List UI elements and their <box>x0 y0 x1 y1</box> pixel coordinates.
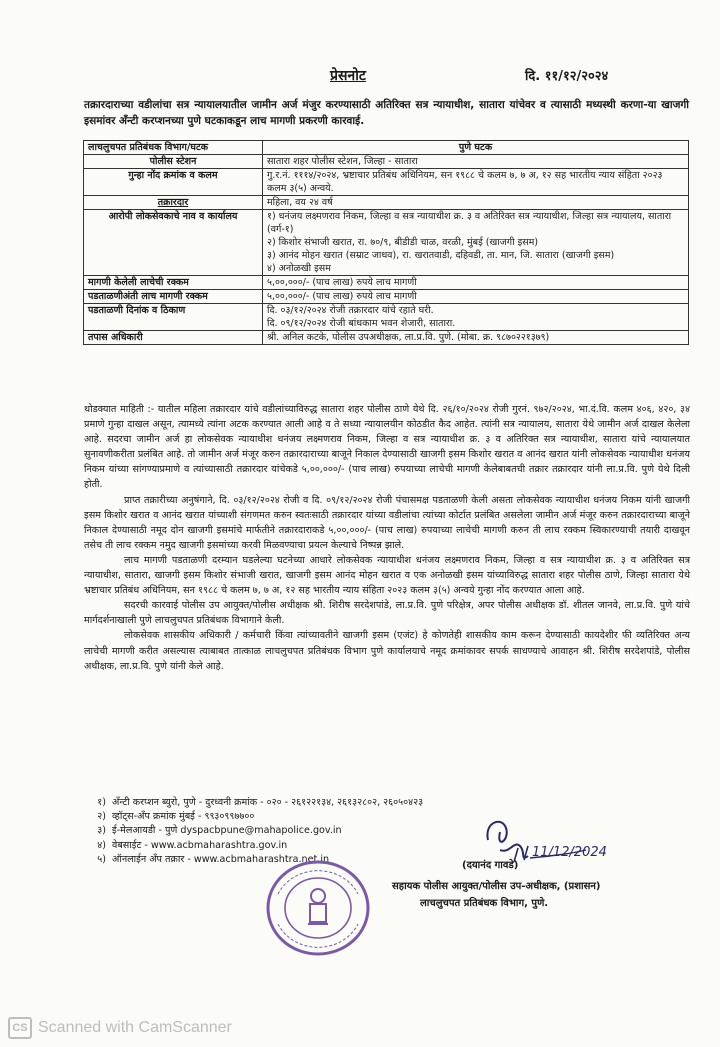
table-cell-value: गु.र.नं. १११४/२०२४, भ्रष्टाचार प्रतिबंध अधिनियम, सन १९८८ चे कलम ७, ७ अ, १२ सह भारतीय न्याय संहिता २०२३ कलम ३(५) अन्वये. <box>263 169 689 196</box>
table-row <box>84 155 689 169</box>
table-cell-label: गुन्हा नोंद क्रमांक व कलम <box>84 169 263 196</box>
guidance-paragraph: सदरची कारवाई पोलीस उप आयुक्त/पोलीस अधीक्षक श्री. शिरीष सरदेशपांडे, ला.प्र.वि. पुणे परिक्षेत्र, अपर पोलीस अधीक्षक डॉ. शीतल जानवे, ला.प्र.वि. पुणे यांचे मार्गदर्शनाखाली पुणे लाचलुचपत प्रतिबंधक विभागाने केली. <box>84 600 690 627</box>
table-cell-value: श्री. अनिल कटके, पोलीस उपअधीक्षक, ला.प्र.वि. पुणे. (मोबा. क्र. ९८७०२२१३७९) <box>263 331 689 345</box>
summary-paragraph: थोडक्यात माहिती :- यातील महिला तक्रारदार यांचे वडीलांच्याविरुद्ध सातारा शहर पोलीस ठाणे येथे दि. २६/१०/२०२४ रोजी गुरनं. ९७२/२०२४, भा.दं.वि. कलम ४०६, ४२०, ३४ प्रमाणे गुन्हा दाखल असून, त्यामध्ये त्यांना अटक करण्यात आली आहे व ते सध्या न्यायालयीन कोठडीत कैद आहेत. त्यांनी सत्र न्यायालय, सातारा येथे जामीन अर्ज दाखल केलेला आहे. सदरचा जामीन अर्ज हा लोकसेवक न्यायाधीश धनंजय लक्ष्मणराव निकम, जिल्हा व सत्र न्यायाधीश क्र. ३ व अतिरिक्त सत्र न्यायाधीश, सातारा यांचे न्यायालयात सुनावणीकरीता प्रलंबित आहे. तो जामीन अर्ज मंजूर करुन तक्रारदाराच्या बाजूने निकाल देण्यासाठी खाजगी इसम किशोर खरात व आनंद खरात यांनी लोकसेवक न्यायाधीश धनंजय निकम यांच्या सांगण्याप्रमाणे व त्यांच्यासाठी तक्रारदार यांचेकडे ५,००,०००/- (पाच लाख) रुपयाच्या लाचेची मागणी केलेबाबतची तक्रार तक्रारदार यांनी ला.प्र.वि. पुणे येथे दिली होती. <box>84 404 690 491</box>
table-cell-value: महिला, वय २४ वर्ष <box>263 196 689 210</box>
verification-paragraph: प्राप्त तक्रारीच्या अनुषंगाने, दि. ०३/१२/२०२४ रोजी व दि. ०९/१२/२०२४ रोजी पंचासमक्ष पडताळणी केली असता लोकसेवक न्यायाधीश धनंजय निकम यांनी खाजगी इसम किशोर खरात व आनंद खरात यांच्याशी संगणमत करुन स्वतःसाठी तक्रारदार यांच्या वडीलांचा त्यांच्या कोर्टात प्रलंबित असलेला जामीन अर्ज मंजूर करुन तक्रारदाराच्या बाजूने निकाल देण्यासाठी नमूद दोन खाजगी इसमांचे मार्फतीने तक्रारदाराकडे ५,००,०००/- (पाच लाख) रुपयाच्या लाचेची मागणी करुन ती लाच रक्कम स्विकारण्याची तयारी दाखवून तसेच ती लाच रक्कम नमुद खाजगी इसमांच्या करवी मिळवण्याचा प्रयत्न केल्याचे निष्पन्न झाले. <box>84 494 690 551</box>
table-cell-value <box>263 210 689 276</box>
appeal-paragraph: लोकसेवक शासकीय अधिकारी / कर्मचारी किंवा त्यांच्यावतीने खाजगी इसम (एजंट) हे कोणतेही शासकीय काम करून देण्यासाठी कायदेशीर फी व्यतिरिक्त अन्य लाचेची मागणी करीत असल्यास त्याबाबत तात्काळ लाचलुचपत प्रतिबंधक विभाग पुणे कार्यालयाचे नमूद क्रमांकावर सपर्क साधण्याचे आवाहन श्री. शिरीष सरदेशपांडे, पोलीस अधीक्षक, ला.प्र.वि. पुणे यांनी केले आहे. <box>84 630 690 672</box>
list-item: ३) आनंद मोहन खरात (सम्राट जाधव), रा. खरातवाडी, दहिवडी, ता. मान, जि. सातारा (खाजगी इसम) <box>267 250 615 261</box>
verification-line: दि. ०३/१२/२०२४ रोजी तक्रारदार यांचे रहाते घरी. <box>267 305 434 316</box>
signatory-designation: सहायक पोलीस आयुक्त/पोलीस उप-अधीक्षक, (प्रशासन) लाचलुचपत प्रतिबंधक विभाग, पुणे. <box>392 881 601 909</box>
press-note-date: दि. ११/१२/२०२४ <box>525 69 609 84</box>
table-cell-value <box>263 304 689 331</box>
case-registered-paragraph: लाच मागणी पडताळणी दरम्यान घडलेल्या घटनेच्या आधारे लोकसेवक न्यायाधीश धनंजय लक्ष्मणराव निकम, जिल्हा व सत्र न्यायाधीश क्र. ३ व अतिरिक्त सत्र न्यायाधीश, सातारा, खाजगी इसम किशोर संभाजी खरात, खाजगी इसम आनंद मोहन खरात व एक अनोळखी इसम यांच्याविरुद्ध सातारा शहर पोलीस ठाणे, जिल्हा सातारा येथे भ्रष्टाचार प्रतिबंध अधिनियम, सन १९८८ चे कलम ७, ७ अ, १२ सह भारतीय न्याय संहिता २०२३ कलम ३(५) अन्वये गुन्हा नोंद करण्यात आला आहे. <box>84 554 690 597</box>
list-item: १) अँन्टी करप्शन ब्युरो, पुणे - दुरध्वनी क्रमांक - ०२० - २६१२२१३४, २६१३२८०२, २६०५०४२३ <box>97 797 424 808</box>
camscanner-watermark <box>8 1017 232 1039</box>
table-cell-label: आरोपी लोकसेवकाचे नाव व कार्यालय <box>84 210 263 276</box>
table-row <box>84 304 689 331</box>
press-note-body <box>84 402 690 674</box>
table-row <box>84 331 689 345</box>
list-item: ४) वेबसाईट - www.acbmaharashtra.gov.in <box>97 839 288 851</box>
table-row <box>84 196 689 210</box>
table-row <box>84 141 689 155</box>
table-row <box>84 169 689 196</box>
table-row <box>84 290 689 304</box>
table-cell-label: पोलीस स्टेशन <box>84 155 263 169</box>
table-cell-label: पडताळणीअंती लाच मागणी रक्कम <box>84 290 263 304</box>
table-cell-label: मागणी केलेली लाचेची रक्कम <box>84 276 263 290</box>
list-item: २) व्हॉट्स-अँप क्रमांक मुंबई - ९९३०९९७७०० <box>97 811 255 823</box>
table-cell-label: तपास अधिकारी <box>84 331 263 345</box>
list-item: ५) ऑनलाईन अँप तक्रार - www.acbmaharashtra.net.in <box>97 853 330 865</box>
list-item: २) किशोर संभाजी खरात, रा. ७०/९, बीडीडी चाळ, वरळी, मुंबई (खाजगी इसम) <box>267 237 539 248</box>
case-details-table <box>83 140 689 345</box>
table-cell-value: ५,००,०००/- (पाच लाख) रुपये लाच मागणी <box>263 276 689 290</box>
table-cell-label: लाचलुचपत प्रतिबंधक विभाग/घटक <box>84 141 263 155</box>
accused-list <box>267 210 684 275</box>
camscanner-logo-icon: CS <box>8 1017 32 1039</box>
press-note-subject: तक्रारदाराच्या वडीलांचा सत्र न्यायालयातील जामीन अर्ज मंजुर करण्यासाठी अतिरिक्त सत्र न्यायाधीश, सातारा यांचेवर व त्यासाठी मध्यस्थी करणा-या खाजगी इसमांवर अँन्टी करप्शनच्या पुणे घटकाकडून लाच मागणी प्रकरणी कारवाई. <box>84 99 689 127</box>
table-cell-value: पुणे घटक <box>263 141 689 155</box>
table-cell-label: तक्रारदार <box>84 196 263 210</box>
page-title: प्रेसनोट <box>330 68 366 84</box>
list-item: ३) ई-मेलआयडी - पुणे dyspacbpune@mahapolice.gov.in <box>97 825 342 837</box>
list-item: १) धनंजय लक्ष्मणराव निकम, जिल्हा व सत्र न्यायाधीश क्र. ३ व अतिरिक्त सत्र न्यायाधीश, जिल्हा सत्र न्यायालय, सातारा (वर्ग-१) <box>267 211 672 235</box>
svg-text:11/12/2024: 11/12/2024 <box>532 845 607 860</box>
watermark-text: Scanned with CamScanner <box>38 1019 232 1036</box>
office-seal-stamp <box>264 858 372 958</box>
table-cell-value: ५,००,०००/- (पाच लाख) रुपये लाच मागणी <box>263 290 689 304</box>
verification-line: दि. ०९/१२/२०२४ रोजी बांधकाम भवन शेजारी, सातारा. <box>267 318 456 329</box>
table-row <box>84 276 689 290</box>
table-row <box>84 210 689 276</box>
table-cell-label: पडताळणी दिनांक व ठिकाण <box>84 304 263 331</box>
list-item: ४) अनोळखी इसम <box>267 263 331 274</box>
table-cell-value: सातारा शहर पोलीस स्टेशन, जिल्हा - सातारा <box>263 155 689 169</box>
signatory-name: (दयानंद गावडे) <box>462 860 519 871</box>
